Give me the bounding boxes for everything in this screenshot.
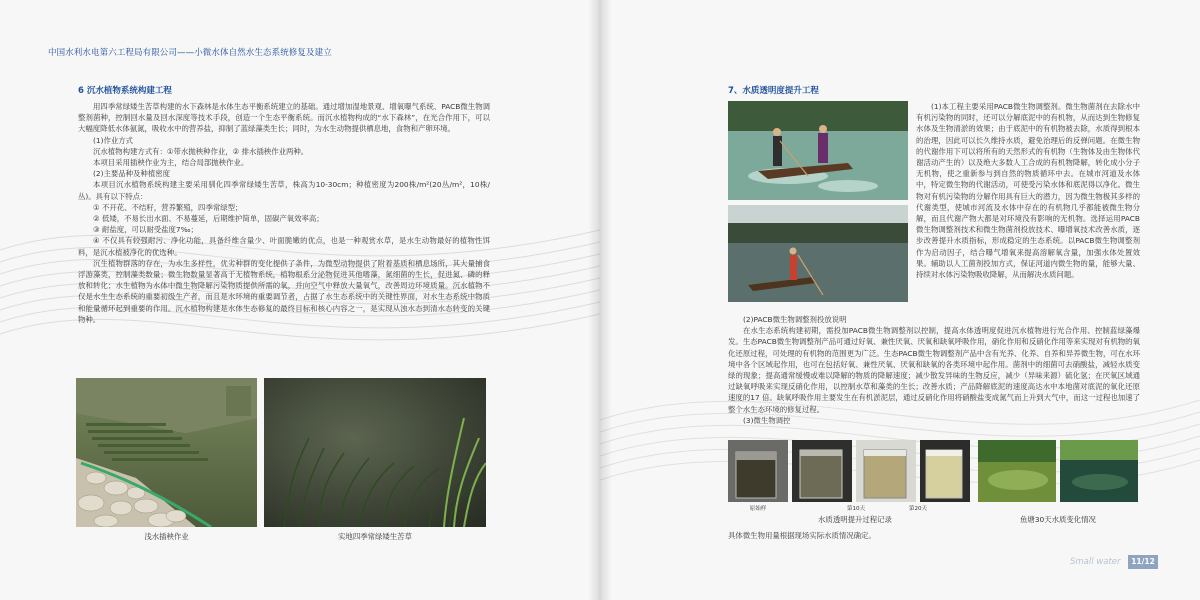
paragraph: (2)主要品种及种植密度 [93,169,170,179]
photo-boat-two-workers [728,101,908,200]
section-title-transparency: 7、水质透明度提升工程 [728,86,819,96]
photo-caption: 鱼塘30天水质变化情况 [1020,515,1096,524]
usage-note: 具体微生物用量根据现场实际水质情况确定。 [728,531,876,540]
paragraph: 本项目沉水植物系统构建主要采用驯化四季常绿矮生苦草，株高为10-30cm；种植密度为200株/m²(20丛/m²，10株/丛)。具有以下特点： [78,180,490,201]
photo-jar-original [728,440,788,502]
paragraph: 在水生态系统构建初期，需投加PACB微生物调整剂以控制，提高水体透明度促进沉水植物进行光合作用、控制蓝绿藻爆发。生态PACB微生物调整剂产品可通过好氧、兼性厌氧、厌氧和缺氧呼吸作用，硝化作用和反硝化作用等来实现对有机物的氧化还原过程，可处理的有机物的范围更为广泛。生态PACB微生物调整剂产品中含有光养、化养、自养和异养微生物，可在水环境中各个区域起作用，也可在包括好氧、兼性厌氧、厌氧和缺氧的各类环境中起作用。菌剂中的细菌可去硝酸盐，减轻水质变绿的现象；提高通常缓慢或难以降解的物质的降解速度；减少散发异味的生物反应，减少（异味来源）硫化氢；在厌氧区域通过缺氧呼吸来实现反硝化作用，以控制水草和藻类的生长；改善水质；产品降解底泥的速度高达水中本地菌对底泥的氧化还原速度的17 倍。缺氧呼吸作用主要发生在有机淤泥层，通过反硝化作用将硝酸盐变成氮气而上升到大气中，而这一过程也加速了整个水生态环境的修复过程。 [728,326,1140,414]
photo-jar-day10 [792,440,852,502]
paragraph: ③ 耐盐度，可以耐受盐度7‰； [93,225,198,235]
left-body-text [78,101,490,325]
photo-shallow-planting [76,378,257,527]
paragraph: 本项目采用插秧作业为主，结合局部抛秧作业。 [93,158,249,168]
paragraph: (1)本工程主要采用PACB微生物调整剂。微生物菌剂在去除水中有机污染物的同时，还可以分解底泥中的有机物，从而达到生物修复水体及生物清淤的效果；由于底泥中的有机物被去除，水质得到根本的治理，因此可以长久维持水质，避免治理后的反弹问题。在微生物的代谢作用下可以将所有的天然形式的有机物（生物体及由生物体代谢活动产生的）以及绝大多数人工合成的有机物降解，转化成小分子无机物，使之重新参与到自然的物质循环中去。在城市河道及水体中，特定微生物的代谢活动，可使受污染水体和底泥得以净化。微生物对有机污染物的分解作用具有巨大的潜力，因为微生物极其多样的代谢类型，使城市河流及水体中存在的有机物几乎都能被微生物分解，而且代谢产物大都是对环境没有影响的无机物。选择运用PACB微生物调整剂技术和微生物菌剂投放技术、曝增氧技术改善水质，逐步改善提升水质指标，形成稳定的生态系统。以PACB微生物调整剂作为启动因子，结合曝气增氧来提高溶解氧含量，加强水体处置效果。辅助以人工菌剂投加方式，保证河道内微生物的量，能够大量、持续对水体污染物吸收降解，从而解决水质问题。 [916,102,1140,280]
photo-caption: 水质透明提升过程记录 [818,515,892,524]
photo-fish-pond-before [978,440,1056,502]
section-title-submerged-plants: 6 沉水植物系统构建工程 [78,86,172,96]
page-number-badge: 11/12 [1128,555,1158,569]
running-header: 中国水利水电第六工程局有限公司——小微水体自然水生态系统修复及建立 [48,48,332,58]
photo-boat-one-worker [728,205,908,302]
right-body-text-bottom [728,314,1140,426]
paragraph: (1)作业方式 [93,135,134,145]
footer-brand: Small water [1070,557,1121,567]
paragraph: 用四季常绿矮生苦草构建的水下森林是水体生态平衡系统建立的基础。通过增加湿地景观、增氧曝气系统、PACB微生物调整剂菌种，控制回水量及回水深度等技术手段，创造一个生态平衡系统。而沉水植物构成的“水下森林”，在光合作用下，可以大幅度降低水体氨氮，吸收水中的营养盐，抑制了蓝绿藻类生长；同时，为水生动物提供栖息地，食物和产卵环境。 [78,102,490,134]
paragraph: (2)PACB微生物调整剂投放说明 [743,315,847,324]
paragraph: ② 低矮，不易长出水面、不易蔓延，后期维护简单，固碳产氧效率高； [93,214,324,224]
photo-jar-day20 [856,440,916,502]
photo-fish-pond-after [1060,440,1138,502]
jar-label: 第10天 [846,506,866,512]
paragraph: ① 不开花、不结籽，营养繁殖，四季常绿型； [93,202,243,212]
jar-label: 原始样 [749,506,767,512]
right-body-text-top [916,101,1140,280]
photo-evergreen-eelgrass [264,378,486,527]
paragraph: ④ 不仅具有较强耐污、净化功能，具备纤维含量少、叶面脆嫩的优点，也是一种观赏水草，是水生动物最好的植物性饵料，是沉水植被净化的优选种。 [78,236,490,257]
book-gutter-shadow [588,0,612,600]
photo-caption: 浅水插秧作业 [144,532,189,541]
photo-caption: 实地四季常绿矮生苦草 [338,532,412,541]
jar-label: 第20天 [908,506,928,512]
paragraph: 沉水植物构建方式有：①带水抛秧种作业，② 排水插秧作业两种。 [93,146,309,156]
paragraph: (3)微生物调控 [743,415,791,425]
photo-jar-day30 [920,440,970,502]
paragraph: 沉生植物群落的存在，为水生多样性，优劣种群的变化提供了条件，为微型动物提供了附着基质和栖息场所，其大量捕食浮游藻类，控制藻类数量；微生物数量显著高于无植物系统，植物根系分泌物促进其他嗜藻，氮细菌的生长，促进氮、磷的释放和转化；水生植物为水体中微生物降解污染物质提供所需的氧，并向空气中释放大量氧气，改善周边环境质量。沉水植物不仅是水生生态系统的重要初级生产者，而且是水环境的重要调节者，占据了水生态系统中的关键性界面，对水生态系统中物质和能量循环起到重要的作用。沉水植物构建是水体生态修复的最终目标和核心内容之一，是实现从浊水态到清水态转变的关键物种。 [78,258,490,324]
